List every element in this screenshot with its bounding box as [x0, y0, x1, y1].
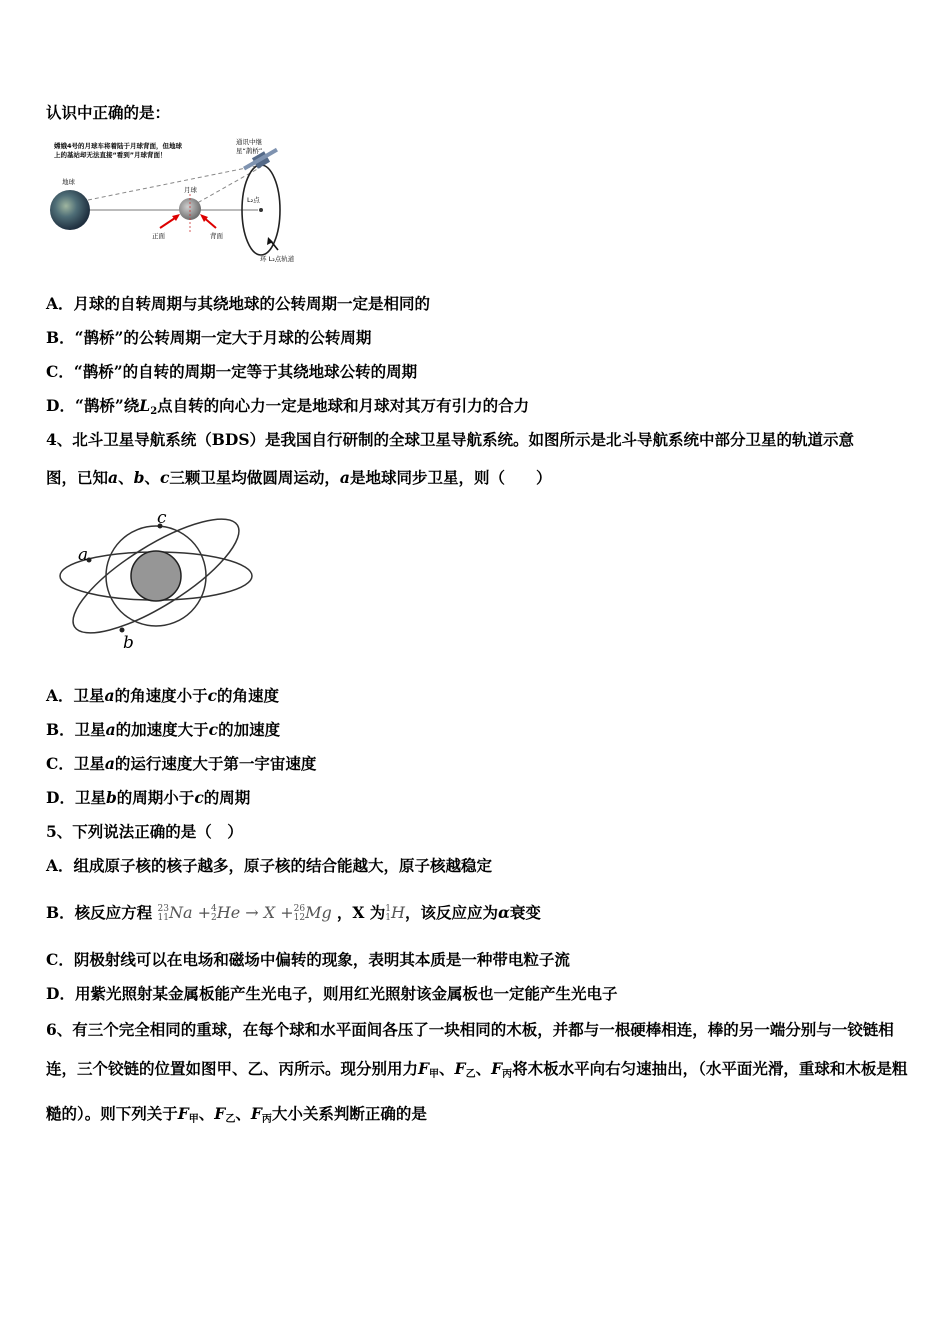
- q4-option-b-post: 的加速度: [218, 720, 281, 739]
- q3-figure-caption-2: 上的基站却无法直接“看到”月球背面！: [54, 151, 167, 159]
- q6-f5-sub: 乙: [225, 1114, 236, 1125]
- q3-option-c: C．“鹊桥”的自转的周期一定等于其绕地球公转的周期: [46, 362, 418, 381]
- satellite-b-dot: [120, 628, 125, 633]
- q6-sep3: 、: [198, 1104, 215, 1123]
- q4-var-a: a: [108, 468, 119, 487]
- q5-option-b-post: ，该反应应为: [404, 903, 498, 922]
- q4-option-a-v1: a: [104, 686, 115, 705]
- earth-disc: [131, 551, 181, 601]
- q4-stem-a: 图，已知: [46, 468, 109, 487]
- front-label: 正面: [152, 232, 165, 240]
- na-symbol: Na: [168, 903, 193, 922]
- relay-label-2: 星“鹊桥”: [236, 147, 263, 155]
- q5-option-b-pre: B．核反应方程: [46, 903, 153, 922]
- h-nucleus: 1 1H: [385, 903, 405, 923]
- l2-label: L₂点: [247, 196, 260, 204]
- he-symbol: He: [216, 903, 241, 922]
- mg-symbol: Mg: [305, 903, 332, 922]
- q4-sep2: 、: [144, 468, 160, 487]
- q6-sep4: 、: [235, 1104, 251, 1123]
- q6-f6-sub: 丙: [261, 1114, 272, 1125]
- q4-option-c: [46, 754, 316, 774]
- q5-option-b-mid: ，X 为: [336, 903, 386, 922]
- q5-option-d: D．用紫光照射某金属板能产生光电子，则用红光照射该金属板也一定能产生光电子: [46, 984, 618, 1003]
- label-b: b: [123, 633, 134, 653]
- q4-option-d-v2: c: [194, 788, 204, 807]
- q4-var-a-2: a: [339, 468, 350, 487]
- label-c: c: [157, 508, 167, 528]
- arrow: →: [245, 903, 259, 922]
- q5-option-b-end: 衰变: [509, 903, 541, 922]
- q3-figure-caption-1: 嫦娥4号的月球车将着陆于月球背面，但地球: [54, 142, 183, 150]
- q4-option-b-v2: c: [208, 720, 219, 739]
- q4-option-d-post: 的周期: [203, 788, 251, 807]
- l2-point: [259, 208, 263, 212]
- x-symbol: X: [263, 903, 276, 922]
- earth-label: 地球: [62, 178, 75, 186]
- plus-2: +: [280, 903, 294, 922]
- q4-option-a-mid: 的角速度小于: [114, 686, 208, 705]
- earth-icon: [50, 190, 90, 230]
- q6-f4-sub: 甲: [188, 1114, 199, 1125]
- q4-stem-line2: [46, 468, 551, 488]
- q3-option-a: A．月球的自转周期与其绕地球的公转周期一定是相同的: [46, 294, 431, 313]
- q6-f2-sub: 乙: [465, 1069, 476, 1080]
- q4-figure: [56, 508, 261, 654]
- q4-option-b-mid: 的加速度大于: [115, 720, 209, 739]
- q6-p1: 6、有三个完全相同的重球，在每个球和水平面间各压了一块相同的木板，并都与一根硬棒相连，棒的另一端分别与一铰链相连，三个铰链的位置如图甲、乙、丙所示。现分别用力: [46, 1020, 894, 1078]
- nuclear-equation: [158, 903, 337, 922]
- q4-option-b-pre: B．卫星: [46, 720, 106, 739]
- q5-option-b-alpha: α: [497, 903, 510, 922]
- q3-option-d-post: 点自转的向心力一定是地球和月球对其万有引力的合力: [157, 396, 530, 415]
- q4-option-c-pre: C．卫星: [46, 754, 105, 773]
- q6-f4: F: [177, 1104, 189, 1123]
- q6-sep1: 、: [439, 1059, 455, 1078]
- q3-option-d-sub: 2: [150, 406, 158, 417]
- moon-icon: [179, 198, 201, 220]
- q4-option-c-v1: a: [104, 754, 115, 773]
- q4-option-d-v1: b: [105, 788, 117, 807]
- q5-option-a: A．组成原子核的核子越多，原子核的结合能越大，原子核越稳定: [46, 856, 493, 875]
- q6-p3: 大小关系判断正确的是: [271, 1104, 427, 1123]
- q3-option-d-l: L: [139, 396, 151, 415]
- plus-1: +: [197, 903, 212, 922]
- moon-label: 月球: [184, 186, 197, 194]
- q6-sep2: 、: [475, 1059, 492, 1078]
- q4-option-d: [46, 788, 250, 808]
- q4-option-c-mid: 的运行速度大于第一宇宙速度: [114, 754, 317, 773]
- q3-option-d: [46, 396, 529, 422]
- na-indices: 23 11: [157, 903, 169, 923]
- q6-f1-sub: 甲: [429, 1069, 440, 1080]
- q5-option-c: C．阴极射线可以在电场和磁场中偏转的现象，表明其本质是一种带电粒子流: [46, 950, 570, 969]
- orbit-label: 环 L₂点轨道: [260, 255, 295, 263]
- q3-option-b: B．“鹊桥”的公转周期一定大于月球的公转周期: [46, 328, 372, 347]
- q6-f2: F: [454, 1059, 466, 1078]
- q3-figure: [46, 132, 316, 270]
- q4-var-c: c: [159, 468, 170, 487]
- q4-option-d-mid: 的周期小于: [116, 788, 195, 807]
- q6-stem: [46, 1010, 908, 1139]
- q4-sep1: 、: [118, 468, 134, 487]
- q5-stem: 5、下列说法正确的是（ ）: [46, 822, 243, 841]
- q6-f5: F: [214, 1104, 226, 1123]
- relay-label-1: 通讯中继: [236, 138, 262, 146]
- q4-stem-c: 是地球同步卫星，则（ ）: [349, 468, 552, 487]
- q6-f3-sub: 丙: [502, 1069, 513, 1080]
- q4-option-a-v2: c: [207, 686, 218, 705]
- q4-var-b: b: [133, 468, 145, 487]
- q4-stem-b: 三颗卫星均做圆周运动，: [169, 468, 340, 487]
- q6-f6: F: [250, 1104, 262, 1123]
- q5-option-b: [46, 899, 541, 927]
- back-label: 背面: [210, 232, 223, 240]
- q6-p2: 将木板水平向右匀速抽出，（水平面光滑，重球和木板是粗糙的）。则下列关于: [46, 1059, 908, 1123]
- q6-f3: F: [491, 1059, 503, 1078]
- q6-f1: F: [418, 1059, 430, 1078]
- q3-stem-tail: 认识中正确的是：: [46, 103, 171, 122]
- q3-option-d-pre: D．“鹊桥”绕: [46, 396, 140, 415]
- label-a: a: [78, 545, 89, 565]
- q4-stem-line1: 4、北斗卫星导航系统（BDS）是我国自行研制的全球卫星导航系统。如图所示是北斗导航系统中部分卫星的轨道示意: [46, 430, 855, 449]
- q4-option-a-pre: A．卫星: [46, 686, 105, 705]
- he-indices: 4 2: [211, 903, 217, 923]
- q4-option-d-pre: D．卫星: [46, 788, 106, 807]
- mg-indices: 26 12: [293, 903, 306, 923]
- q4-option-b-v1: a: [105, 720, 116, 739]
- q4-option-b: [46, 720, 280, 740]
- earth-relay-dashed-line: [88, 165, 261, 200]
- q4-option-a: [46, 686, 279, 706]
- q4-option-a-post: 的角速度: [217, 686, 280, 705]
